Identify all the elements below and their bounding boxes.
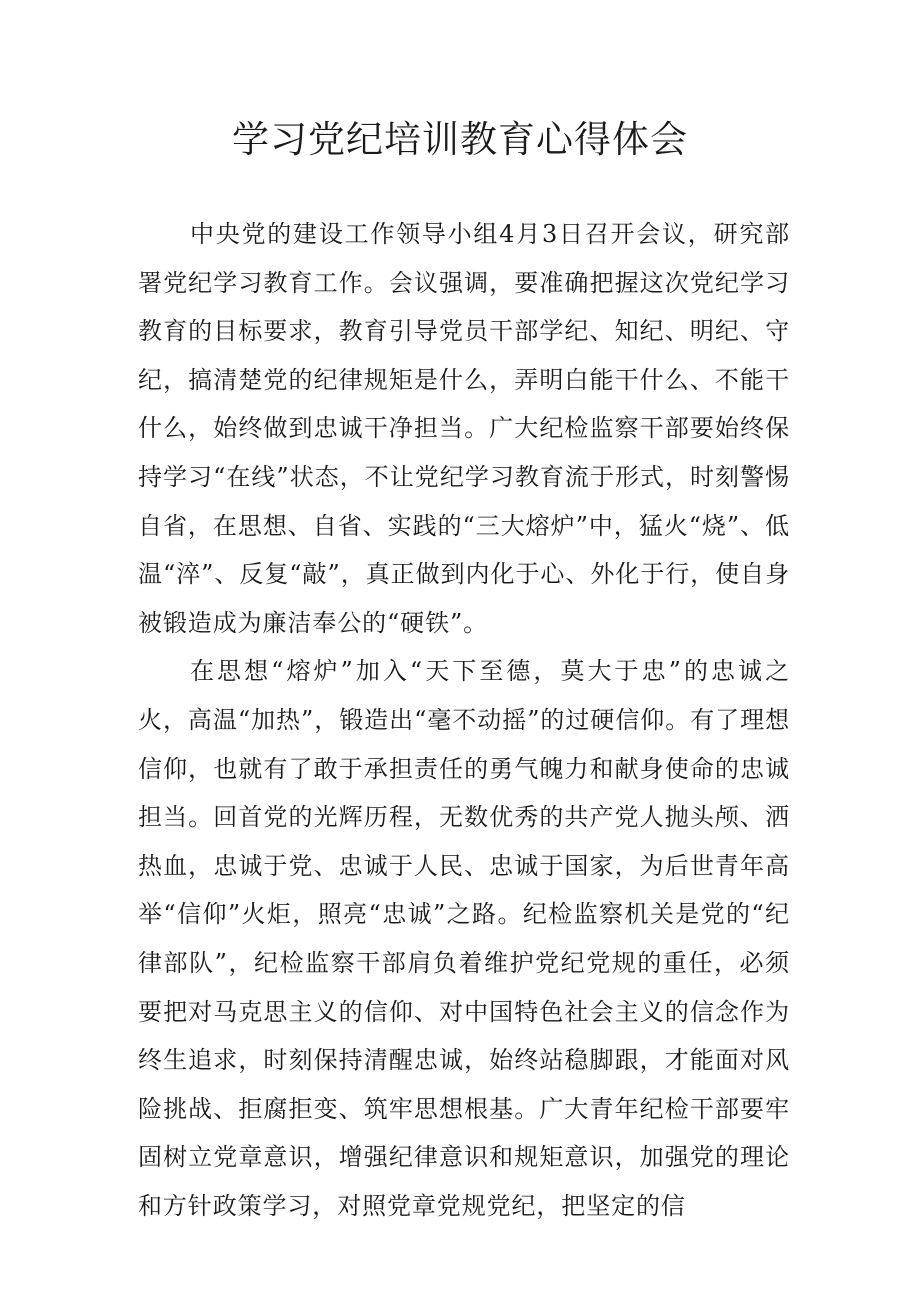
document-body — [138, 210, 790, 1230]
paragraph-2: 在思想“熔炉”加入“天下至德，莫大于忠”的忠诚之火，高温“加热”，锻造出“毫不动摇”的过硬信仰。有了理想信仰，也就有了敢于承担责任的勇气魄力和献身使命的忠诚担当。回首党的光辉历程，无数优秀的共产党人抛头颅、洒热血，忠诚于党、忠诚于人民、忠诚于国家，为后世青年高举“信仰”火炬，照亮“忠诚”之路。纪检监察机关是党的“纪律部队”，纪检监察干部肩负着维护党纪党规的重任，必须要把对马克思主义的信仰、对中国特色社会主义的信念作为终生追求，时刻保持清醒忠诚，始终站稳脚跟，才能面对风险挑战、拒腐拒变、筑牢思想根基。广大青年纪检干部要牢固树立党章意识，增强纪律意识和规矩意识，加强党的理论和方针政策学习，对照党章党规党纪，把坚定的信 — [138, 657, 790, 1220]
document-title: 学习党纪培训教育心得体会 — [232, 118, 688, 161]
paragraph-1: 中央党的建设工作领导小组4月3日召开会议，研究部署党纪学习教育工作。会议强调，要准确把握这次党纪学习教育的目标要求，教育引导党员干部学纪、知纪、明纪、守纪，搞清楚党的纪律规矩是什么，弄明白能干什么、不能干什么，始终做到忠诚干净担当。广大纪检监察干部要始终保持学习“在线”状态，不让党纪学习教育流于形式，时刻警惕自省，在思想、自省、实践的“三大熔炉”中，猛火“烧”、低温“淬”、反复“敲”，真正做到内化于心、外化于行，使自身被锻造成为廉洁奉公的“硬铁”。 — [138, 220, 790, 637]
